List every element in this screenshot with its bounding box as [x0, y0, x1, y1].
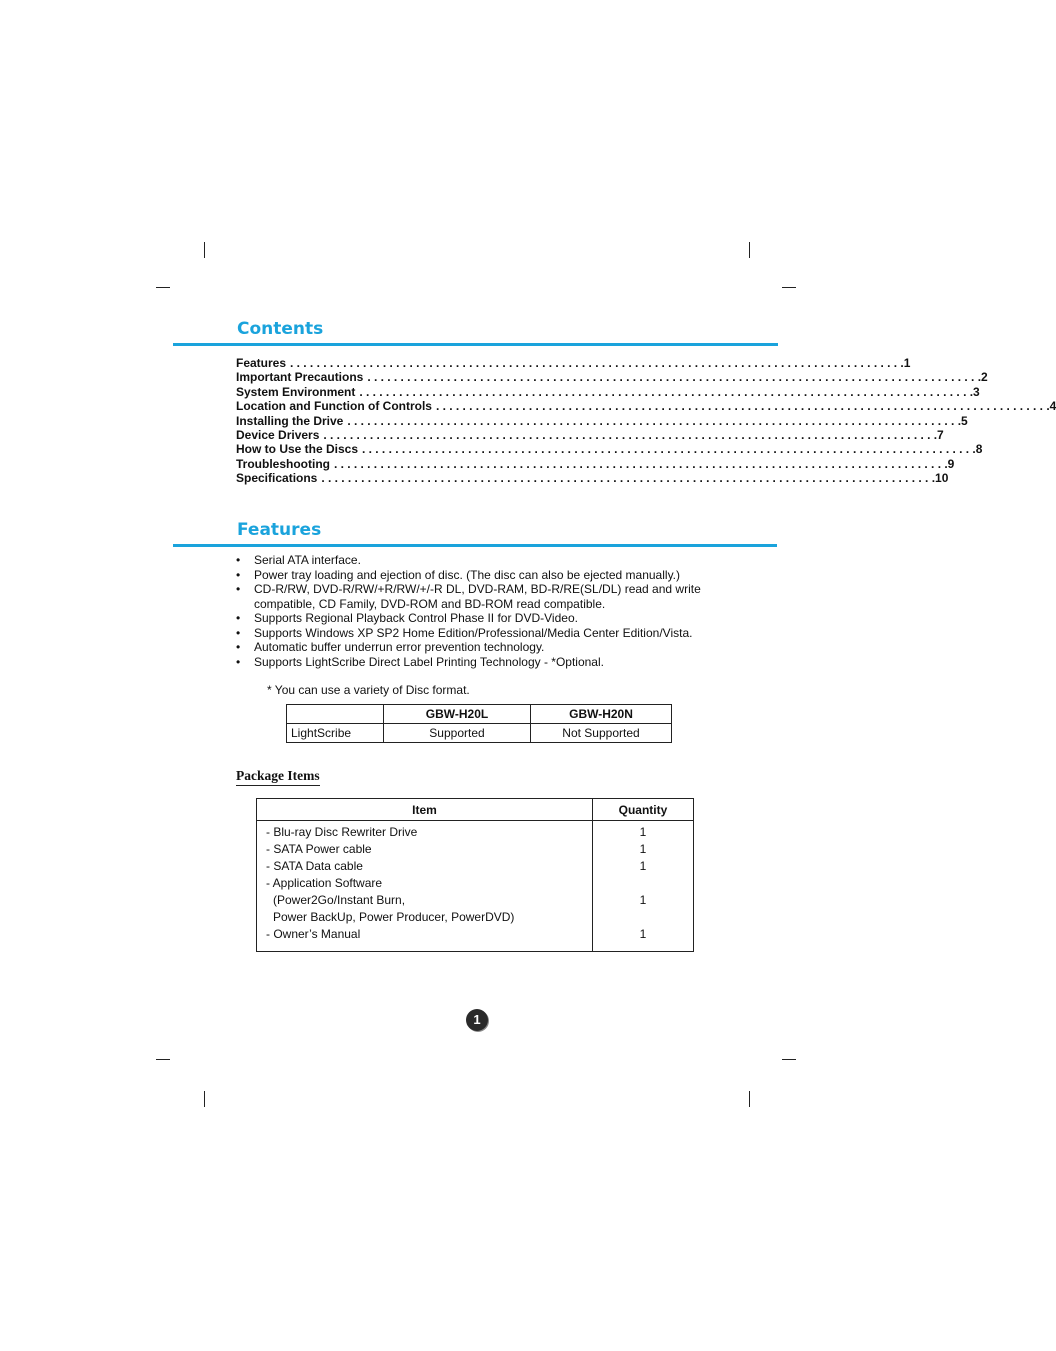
table-header-row: [287, 705, 672, 724]
toc-page: .4: [1046, 399, 1056, 414]
list-item: - SATA Data cable: [266, 859, 363, 873]
feature-item: • Supports Windows XP SP2 Home Edition/Professional/Media Center Edition/Vista.: [236, 626, 711, 641]
toc-entry[interactable]: [236, 456, 955, 471]
table-cell: Not Supported: [531, 724, 672, 743]
toc-leader: ............................................................................................: [367, 370, 978, 385]
toc-label: Specifications: [236, 471, 318, 486]
toc-page: .9: [944, 456, 955, 471]
feature-item: • CD-R/RW, DVD-R/RW/+R/RW/+/-R DL, DVD-RAM, BD-R/RE(SL/DL) read and write compatible, CD Family, DVD-ROM and BD-ROM read compatible.: [236, 582, 711, 611]
toc-page: .8: [972, 442, 983, 457]
table-header-row: [257, 799, 694, 821]
table-header-cell: GBW-H20L: [384, 705, 531, 724]
toc-leader: ............................................................................................: [323, 427, 934, 442]
toc-entry[interactable]: [236, 442, 983, 457]
toc-leader: ............................................................................................: [347, 413, 958, 428]
contents-rule: [173, 343, 778, 346]
features-rule: [173, 544, 777, 547]
table-header-cell: Quantity: [592, 799, 693, 821]
feature-item: • Power tray loading and ejection of disc. (The disc can also be ejected manually.): [236, 568, 711, 583]
toc-leader: ............................................................................................: [359, 384, 970, 399]
toc-page: .5: [957, 413, 968, 428]
table-cell: LightScribe: [287, 724, 384, 743]
toc-entry[interactable]: [236, 471, 949, 486]
table-of-contents: [236, 356, 1056, 486]
toc-label: Important Precautions: [236, 370, 364, 385]
table-header-cell: GBW-H20N: [531, 705, 672, 724]
feature-item: • Automatic buffer underrun error prevention technology.: [236, 640, 711, 655]
toc-entry[interactable]: [236, 384, 980, 399]
list-item: (Power2Go/Instant Burn,: [273, 893, 406, 907]
features-heading: Features: [237, 520, 322, 540]
quantity-value: 1: [639, 927, 647, 941]
toc-leader: ............................................................................................: [435, 399, 1047, 414]
table-header-cell: Item: [257, 799, 593, 821]
toc-leader: ............................................................................................: [362, 442, 973, 457]
table-row: [287, 724, 672, 743]
toc-leader: ............................................................................................: [290, 356, 901, 370]
package-items-heading: Package Items: [236, 768, 320, 786]
quantity-value: [593, 875, 693, 892]
toc-entry[interactable]: [236, 370, 988, 385]
toc-label: How to Use the Discs: [236, 442, 359, 457]
toc-label: Device Drivers: [236, 427, 320, 442]
toc-leader: ............................................................................................: [334, 456, 945, 471]
page-number-badge: 1: [466, 1009, 488, 1031]
toc-page: .2: [977, 370, 988, 385]
toc-label: Troubleshooting: [236, 456, 330, 471]
package-quantity-column: [592, 821, 693, 952]
crop-mark: [156, 287, 170, 288]
toc-page: .3: [969, 384, 980, 399]
list-item: - Owner’s Manual: [266, 927, 361, 941]
contents-heading: Contents: [237, 319, 324, 339]
crop-mark: [156, 1059, 170, 1060]
quantity-value: 1: [639, 893, 647, 907]
table-header-cell: [287, 705, 384, 724]
list-item: Power BackUp, Power Producer, PowerDVD): [273, 910, 515, 924]
quantity-value: 1: [639, 825, 647, 839]
toc-leader: ............................................................................................: [321, 471, 932, 486]
toc-label: System Environment: [236, 384, 356, 399]
toc-label: Installing the Drive: [236, 413, 344, 428]
toc-page: .7: [933, 427, 944, 442]
crop-mark: [782, 287, 796, 288]
toc-entry[interactable]: [236, 399, 1056, 414]
feature-item: • Supports LightScribe Direct Label Printing Technology - *Optional.: [236, 655, 711, 670]
toc-label: Features: [236, 356, 287, 370]
toc-page: .10: [931, 471, 949, 486]
package-item-column: [257, 821, 593, 952]
toc-entry[interactable]: [236, 413, 968, 428]
list-item: - SATA Power cable: [266, 842, 372, 856]
disc-format-note: * You can use a variety of Disc format.: [267, 683, 470, 697]
crop-mark: [204, 242, 205, 258]
feature-item: • Supports Regional Playback Control Phase II for DVD-Video.: [236, 611, 711, 626]
quantity-value: 1: [639, 842, 647, 856]
package-items-table: [256, 798, 694, 952]
quantity-value: 1: [639, 859, 647, 873]
features-list: [236, 553, 711, 669]
toc-entry[interactable]: [236, 356, 911, 370]
lightscribe-table: [286, 704, 672, 743]
table-row: [257, 821, 694, 952]
quantity-value: [593, 909, 693, 926]
toc-entry[interactable]: [236, 427, 944, 442]
toc-page: .1: [900, 356, 911, 370]
crop-mark: [204, 1091, 205, 1107]
list-item: - Blu-ray Disc Rewriter Drive: [266, 825, 418, 839]
crop-mark: [749, 242, 750, 258]
toc-label: Location and Function of Controls: [236, 399, 432, 414]
table-cell: Supported: [384, 724, 531, 743]
feature-item: • Serial ATA interface.: [236, 553, 711, 568]
list-item: - Application Software: [266, 876, 383, 890]
crop-mark: [749, 1091, 750, 1107]
crop-mark: [782, 1059, 796, 1060]
